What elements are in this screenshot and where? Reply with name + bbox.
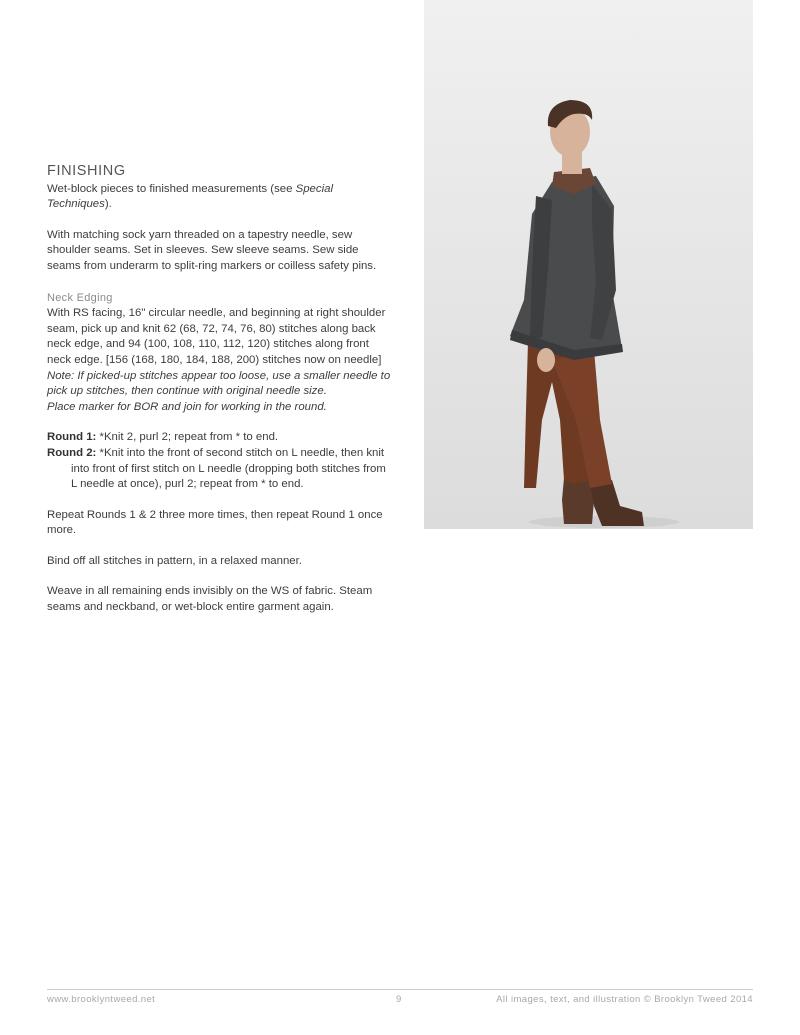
paragraph-wet-block bbox=[47, 182, 392, 213]
wet-block-text: Wet-block pieces to finished measurements (see bbox=[47, 182, 296, 195]
round-1-text: *Knit 2, purl 2; repeat from * to end. bbox=[96, 431, 279, 444]
hand bbox=[537, 348, 555, 372]
footer-copyright: All images, text, and illustration © Brooklyn Tweed 2014 bbox=[496, 994, 753, 1005]
model-photo-illustration bbox=[424, 0, 753, 529]
page-number: 9 bbox=[396, 994, 402, 1005]
instructions-column bbox=[47, 164, 392, 616]
paragraph-neck-edging: With RS facing, 16" circular needle, and beginning at right shoulder seam, pick up and knit 62 (68, 72, 74, 76, 80) stitches along back neck edge, and 94 (100, 108, 110, 112, 120) stitches along front neck edge. [156 (168, 180, 184, 188, 200) stitches now on needle] bbox=[47, 307, 386, 366]
footer-divider bbox=[47, 989, 753, 990]
neck-edging-heading: Neck Edging bbox=[47, 291, 113, 304]
paragraph-repeat: Repeat Rounds 1 & 2 three more times, then repeat Round 1 once more. bbox=[47, 508, 383, 537]
note-picked-up-stitches: Note: If picked-up stitches appear too loose, use a smaller needle to pick up stitches, then continue with original needle size. bbox=[47, 369, 391, 398]
footer-url[interactable]: www.brooklyntweed.net bbox=[47, 994, 156, 1005]
note-place-marker: Place marker for BOR and join for working in the round. bbox=[47, 400, 327, 413]
round-1-label: Round 1: bbox=[47, 431, 97, 444]
round-2-continued: into front of first stitch on L needle (dropping both stitches from L needle at once), purl 2; repeat from * to end. bbox=[71, 462, 386, 491]
wet-block-text-end: ). bbox=[104, 198, 112, 211]
section-title: FINISHING bbox=[47, 163, 126, 179]
paragraph-bind-off: Bind off all stitches in pattern, in a relaxed manner. bbox=[47, 554, 302, 567]
paragraph-seaming: With matching sock yarn threaded on a tapestry needle, sew shoulder seams. Set in sleeves. Sew sleeve seams. Sew side seams from underarm to split-ring markers or coilless safety pins. bbox=[47, 228, 377, 272]
round-2-label: Round 2: bbox=[47, 446, 97, 459]
special-techniques-reference: Special Techniques bbox=[47, 182, 333, 211]
model-photo bbox=[424, 0, 753, 529]
round-1 bbox=[47, 430, 392, 446]
round-2 bbox=[47, 446, 392, 462]
round-2-text: *Knit into the front of second stitch on L needle, then knit bbox=[96, 446, 385, 459]
paragraph-weave: Weave in all remaining ends invisibly on the WS of fabric. Steam seams and neckband, or wet-block entire garment again. bbox=[47, 585, 373, 614]
rounds-block bbox=[47, 430, 392, 492]
